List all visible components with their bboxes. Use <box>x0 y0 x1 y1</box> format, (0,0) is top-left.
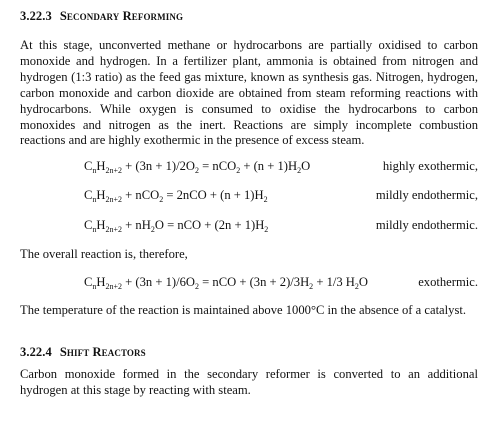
equation-term: = 2nCO + (n + 1)H <box>163 188 264 202</box>
equation-subscript: n <box>92 282 97 291</box>
equation-term: O = nCO + (2n + 1)H <box>154 218 265 232</box>
equation-term: H <box>96 275 106 289</box>
section-number: 3.22.4 <box>20 345 52 359</box>
equation-subscript: 2 <box>150 225 155 234</box>
equation-term: + 1/3 H <box>313 275 355 289</box>
reaction-row-1 <box>20 159 478 177</box>
equation-term: O <box>358 275 369 289</box>
equation-term: C <box>84 218 93 232</box>
equation-term: + (n + 1)H <box>240 159 298 173</box>
equation-subscript: 2n+2 <box>105 282 123 291</box>
equation-term: + nH <box>122 218 151 232</box>
equation-term: = nCO + (3n + 2)/3H <box>199 275 310 289</box>
equation-term: + (3n + 1)/6O <box>122 275 195 289</box>
temperature-statement: The temperature of the reaction is maintained above 1000°C in the absence of a catalyst. <box>20 303 466 317</box>
equation-term: H <box>96 188 106 202</box>
overall-reaction-intro: The overall reaction is, therefore, <box>20 247 188 261</box>
overall-reaction-equation <box>84 275 368 290</box>
overall-reaction-row <box>20 275 478 293</box>
equation-term: C <box>84 188 93 202</box>
equation-subscript: 2n+2 <box>105 166 123 175</box>
equation-term: + nCO <box>122 188 160 202</box>
reaction-row-3 <box>20 218 478 236</box>
shift-reactors-paragraph: Carbon monoxide formed in the secondary reformer is converted to an additional hydrogen at this stage by reacting with steam. <box>20 367 478 397</box>
equation-subscript: n <box>92 166 97 175</box>
equation-subscript: 2 <box>236 166 241 175</box>
reaction-note-2: mildly endothermic, <box>375 188 478 202</box>
equation-subscript: 2n+2 <box>105 225 123 234</box>
equation-subscript: 2 <box>354 282 359 291</box>
equation-term: O <box>301 159 311 173</box>
equation-subscript: 2 <box>195 166 199 175</box>
equation-term: H <box>96 159 106 173</box>
equation-term: = nCO <box>199 159 237 173</box>
section-title: Shift Reactors <box>59 345 146 359</box>
reaction-equation-3 <box>84 218 268 233</box>
equation-term: + (3n + 1)/2O <box>122 159 195 173</box>
equation-term: C <box>84 159 93 173</box>
reaction-note-1: highly exothermic, <box>382 159 478 173</box>
section-heading-shift-reactors <box>20 345 146 360</box>
equation-subscript: n <box>92 195 97 204</box>
overall-reaction-note: exothermic. <box>418 275 478 289</box>
reaction-equation-1 <box>84 159 310 174</box>
equation-subscript: 2 <box>263 195 268 204</box>
section-number: 3.22.3 <box>20 9 52 23</box>
equation-subscript: 2n+2 <box>105 195 123 204</box>
equation-subscript: 2 <box>309 282 314 291</box>
equation-subscript: 2 <box>195 282 199 291</box>
equation-subscript: 2 <box>159 195 164 204</box>
equation-subscript: 2 <box>264 225 269 234</box>
section-title: Secondary Reforming <box>59 9 184 23</box>
equation-subscript: 2 <box>297 166 302 175</box>
reaction-equation-2 <box>84 188 268 203</box>
equation-term: H <box>96 218 106 232</box>
reaction-note-3: mildly endothermic. <box>375 218 478 232</box>
section-heading-secondary-reforming <box>20 9 183 24</box>
reaction-row-2 <box>20 188 478 206</box>
equation-term: C <box>84 275 93 289</box>
equation-subscript: n <box>92 225 97 234</box>
secondary-reforming-paragraph: At this stage, unconverted methane or hydrocarbons are partially oxidised to carbon monoxide and hydrogen. In a fertilizer plant, ammonia is obtained from nitrogen and hydrogen (1:3 ratio) as the feed gas mixture, known as synthesis gas. Nitrogen, hydrogen, carbon monoxide and carbon dioxide are obtained from steam reforming reactions with hydrocarbons. While oxygen is consumed to oxidise the hydrocarbons to carbon monoxides and nitrogen as the inert. Reactions are simply incomplete combustion reactions and are highly exothermic in the presence of excess steam. <box>20 38 478 148</box>
